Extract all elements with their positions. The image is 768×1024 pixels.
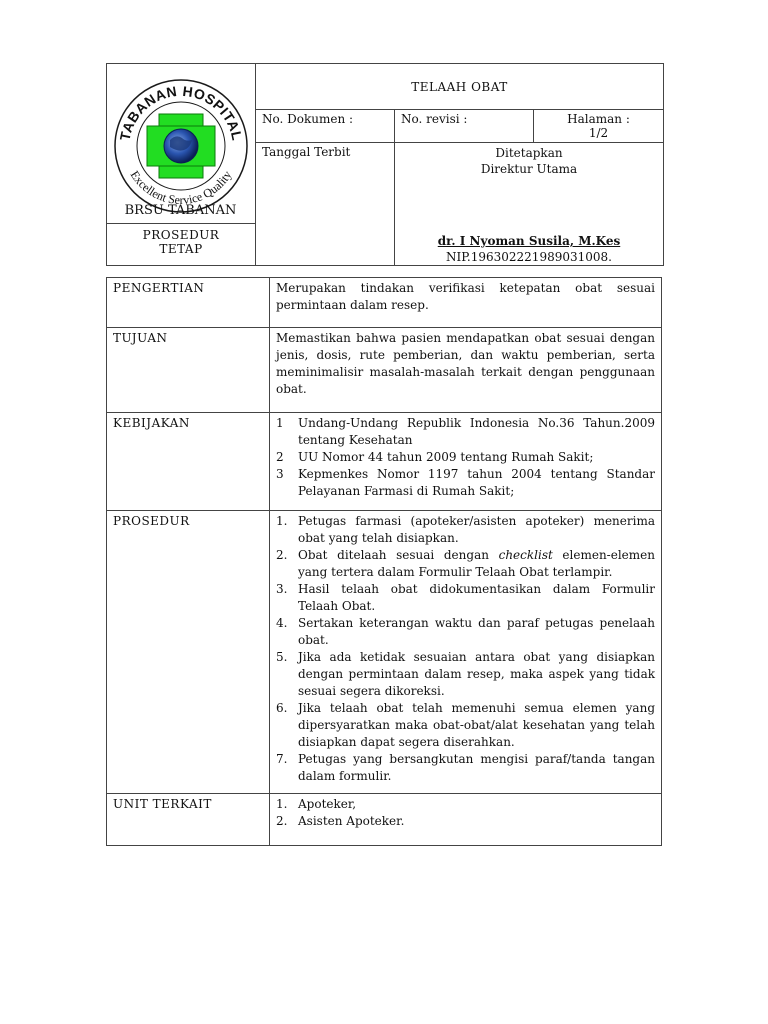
list-item: 1 Undang-Undang Republik Indonesia No.36 Tahun.2009 tentang Kesehatan	[276, 416, 655, 447]
document-header-table	[106, 63, 664, 266]
list-item: 2 UU Nomor 44 tahun 2009 tentang Rumah Sakit;	[276, 450, 594, 464]
section-label-tujuan: TUJUAN	[107, 328, 270, 413]
revision-label: No. revisi :	[395, 110, 534, 143]
list-item: 1. Petugas farmasi (apoteker/asisten apoteker) menerima obat yang telah disiapkan.	[276, 514, 655, 545]
section-label-pengertian: PENGERTIAN	[107, 278, 270, 328]
section-text-pengertian: Merupakan tindakan verifikasi ketepatan obat sesuai permintaan dalam resep.	[270, 278, 662, 328]
section-label-kebijakan: KEBIJAKAN	[107, 413, 270, 511]
section-row-tujuan	[107, 328, 662, 413]
page-value: 1/2	[588, 126, 609, 140]
list-item: 2. Obat ditelaah sesuai dengan checklist elemen-elemen yang tertera dalam Formulir Telaah Obat terlampir.	[276, 548, 655, 579]
section-row-pengertian	[107, 278, 662, 328]
logo-bottom-text: Excellent Service Quality	[127, 168, 235, 208]
signer-name: dr. I Nyoman Susila, M.Kes	[437, 234, 621, 248]
approval-cell	[395, 143, 664, 266]
approved-line1: Ditetapkan	[495, 146, 563, 160]
page-cell	[534, 110, 664, 143]
list-item: 3. Hasil telaah obat didokumentasikan dalam Formulir Telaah Obat.	[276, 582, 655, 613]
list-item: 4. Sertakan keterangan waktu dan paraf petugas penelaah obat.	[276, 616, 655, 647]
section-text-tujuan: Memastikan bahwa pasien mendapatkan obat sesuai dengan jenis, dosis, rute pemberian, dan waktu pemberian, serta meminimalisir masalah-masalah terkait dengan penggunaan obat.	[270, 328, 662, 413]
doc-title: TELAAH OBAT	[256, 64, 664, 110]
signer-nip: NIP.196302221989031008.	[446, 250, 612, 264]
page-label: Halaman :	[567, 112, 630, 126]
hospital-logo	[107, 64, 255, 214]
list-item: 2. Asisten Apoteker.	[276, 814, 405, 828]
section-list-unit-terkait	[270, 794, 662, 846]
list-item: 1. Apoteker,	[276, 797, 357, 811]
doc-number-label: No. Dokumen :	[256, 110, 395, 143]
section-row-kebijakan	[107, 413, 662, 511]
logo-cell	[107, 64, 256, 224]
doc-type-line2: TETAP	[159, 241, 203, 256]
section-list-kebijakan	[270, 413, 662, 511]
section-list-prosedur	[270, 511, 662, 794]
logo-arc-text: TABANAN HOSPITAL	[116, 82, 246, 143]
list-item: 6. Jika telaah obat telah memenuhi semua elemen yang dipersyaratkan maka obat-obat/alat kesehatan yang telah disiapkan dapat segera diserahkan.	[276, 701, 655, 749]
institution-name: BRSU TABANAN	[124, 203, 237, 218]
list-item: 3 Kepmenkes Nomor 1197 tahun 2004 tentang Standar Pelayanan Farmasi di Rumah Sakit;	[276, 467, 655, 498]
section-label-prosedur: PROSEDUR	[107, 511, 270, 794]
issue-date-label: Tanggal Terbit	[256, 143, 395, 266]
list-item: 5. Jika ada ketidak sesuaian antara obat yang disiapkan dengan permintaan dalam resep, maka aspek yang tidak sesuai segera dikoreksi.	[276, 650, 655, 698]
doc-type-cell	[107, 223, 256, 265]
procedure-body-table	[106, 277, 662, 846]
section-row-prosedur	[107, 511, 662, 794]
section-label-unit-terkait: UNIT TERKAIT	[107, 794, 270, 846]
approved-line2: Direktur Utama	[480, 162, 578, 176]
section-row-unit-terkait	[107, 794, 662, 846]
list-item: 7. Petugas yang bersangkutan mengisi paraf/tanda tangan dalam formulir.	[276, 752, 655, 783]
doc-type-line1: PROSEDUR	[142, 227, 220, 242]
